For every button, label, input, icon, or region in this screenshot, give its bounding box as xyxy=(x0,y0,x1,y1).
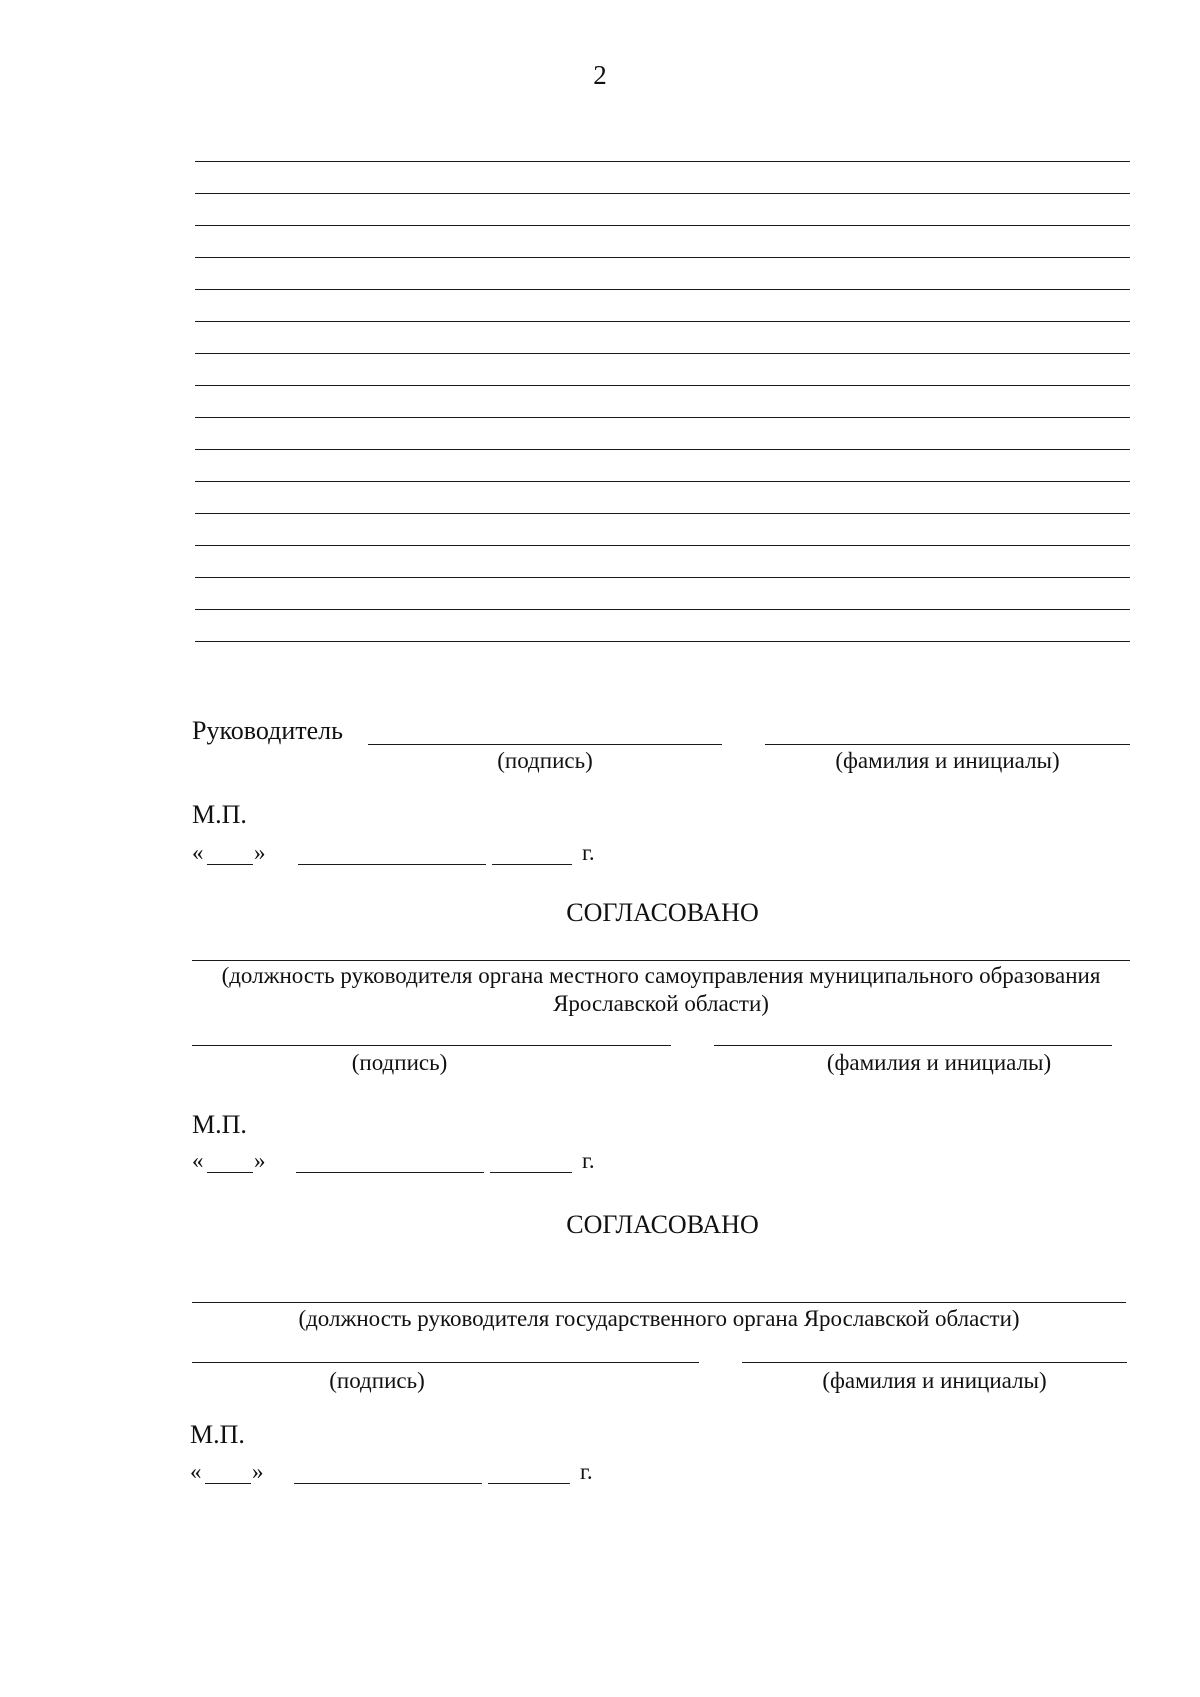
approval-2-name-caption: (фамилия и инициалы) xyxy=(822,1368,1047,1393)
date-month-field[interactable] xyxy=(298,864,486,865)
blank-line[interactable] xyxy=(195,577,1130,578)
date-open-quote: « xyxy=(192,840,204,865)
approval-2-date-row xyxy=(190,1459,610,1489)
head-label: Руководитель xyxy=(192,716,343,745)
date-year-suffix: г. xyxy=(582,840,595,865)
approval-2-name-line[interactable] xyxy=(742,1362,1127,1363)
approval-1-name-line[interactable] xyxy=(714,1045,1112,1046)
blank-line[interactable] xyxy=(195,641,1130,642)
page-number: 2 xyxy=(593,60,607,90)
date-close-quote: » xyxy=(252,1459,264,1484)
approval-2-signature-line[interactable] xyxy=(192,1362,699,1363)
approval-1-date-row xyxy=(192,1148,612,1178)
blank-line[interactable] xyxy=(195,225,1130,226)
blank-lines-area xyxy=(0,0,1200,700)
blank-line[interactable] xyxy=(195,513,1130,514)
approval-1-name-caption: (фамилия и инициалы) xyxy=(826,1050,1052,1075)
date-day-field[interactable] xyxy=(205,1483,251,1484)
blank-line[interactable] xyxy=(195,289,1130,290)
approval-1-heading: СОГЛАСОВАНО xyxy=(566,898,759,927)
head-name-line[interactable] xyxy=(765,744,1130,745)
date-month-field[interactable] xyxy=(296,1172,484,1173)
head-signature-line[interactable] xyxy=(368,744,722,745)
blank-line[interactable] xyxy=(195,161,1130,162)
blank-line[interactable] xyxy=(195,481,1130,482)
blank-line[interactable] xyxy=(195,193,1130,194)
date-month-field[interactable] xyxy=(294,1483,482,1484)
approval-2-signature-caption: (подпись) xyxy=(329,1368,425,1393)
blank-line[interactable] xyxy=(195,353,1130,354)
approval-1-signature-caption: (подпись) xyxy=(351,1050,448,1075)
blank-line[interactable] xyxy=(195,609,1130,610)
approval-2-position-line[interactable] xyxy=(192,1302,1126,1303)
head-name-caption: (фамилия и инициалы) xyxy=(835,748,1060,773)
head-date-row xyxy=(192,840,612,870)
date-day-field[interactable] xyxy=(207,864,253,865)
date-open-quote: « xyxy=(190,1459,202,1484)
approval-1-position-caption-line2: Ярославской области) xyxy=(553,991,769,1016)
date-day-field[interactable] xyxy=(207,1172,253,1173)
approval-1-position-caption-line1: (должность руководителя органа местного самоуправления муниципального образования xyxy=(221,963,1101,988)
blank-line[interactable] xyxy=(195,417,1130,418)
blank-line[interactable] xyxy=(195,545,1130,546)
approval-2-heading: СОГЛАСОВАНО xyxy=(566,1210,759,1239)
blank-line[interactable] xyxy=(195,321,1130,322)
date-year-suffix: г. xyxy=(582,1148,595,1173)
date-year-field[interactable] xyxy=(492,864,572,865)
head-signature-caption: (подпись) xyxy=(497,748,593,773)
approval-1-seal-label: М.П. xyxy=(192,1110,247,1139)
blank-line[interactable] xyxy=(195,385,1130,386)
approval-1-signature-line[interactable] xyxy=(192,1045,671,1046)
approval-2-seal-label: М.П. xyxy=(190,1420,245,1449)
date-year-suffix: г. xyxy=(580,1459,593,1484)
date-year-field[interactable] xyxy=(490,1172,572,1173)
approval-2-position-caption: (должность руководителя государственного органа Ярославской области) xyxy=(298,1306,1020,1331)
date-close-quote: » xyxy=(254,840,266,865)
date-year-field[interactable] xyxy=(488,1483,570,1484)
blank-line[interactable] xyxy=(195,449,1130,450)
date-open-quote: « xyxy=(192,1148,204,1173)
head-seal-label: М.П. xyxy=(192,800,247,829)
blank-line[interactable] xyxy=(195,257,1130,258)
date-close-quote: » xyxy=(254,1148,266,1173)
approval-1-position-line[interactable] xyxy=(192,960,1130,961)
